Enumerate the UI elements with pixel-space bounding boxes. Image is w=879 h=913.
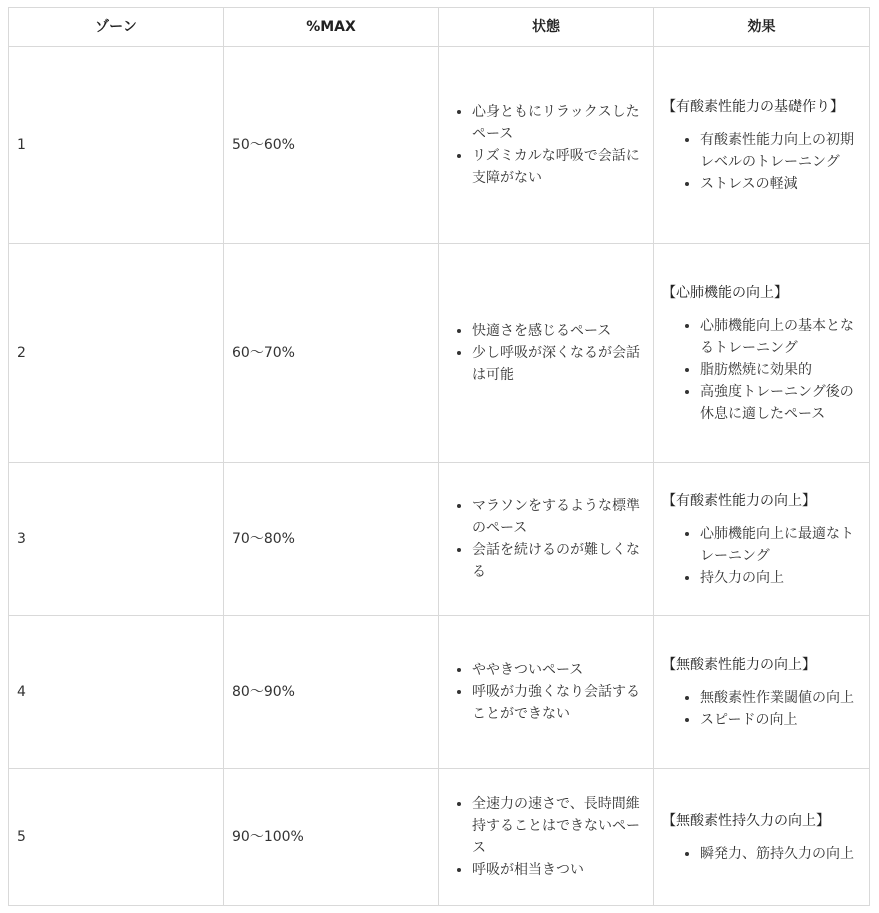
- effect-cell: [654, 244, 870, 463]
- header-percent-max: %MAX: [224, 8, 439, 47]
- effect-cell: [654, 769, 870, 906]
- percent-max-cell: 60〜70%: [224, 244, 439, 463]
- effect-list: [662, 523, 861, 589]
- state-item: • 全速力の速さで、長時間維持することはできないペース: [472, 793, 641, 859]
- zone-cell: 5: [9, 769, 224, 906]
- header-zone: ゾーン: [9, 8, 224, 47]
- effect-item: • 有酸素性能力向上の初期レベルのトレーニング: [700, 129, 855, 173]
- effect-cell: [654, 616, 870, 769]
- effect-title: 【無酸素性能力の向上】: [662, 656, 816, 673]
- state-item: • 呼吸が相当きつい: [472, 859, 641, 881]
- effect-title: 【心肺機能の向上】: [662, 284, 788, 301]
- state-item: • 少し呼吸が深くなるが会話は可能: [472, 342, 641, 386]
- effect-list: [662, 843, 861, 865]
- header-state: 状態: [439, 8, 654, 47]
- table-row: [9, 616, 870, 769]
- state-item: • 心身ともにリラックスしたペース: [472, 101, 641, 145]
- state-cell: [439, 244, 654, 463]
- table-row: [9, 463, 870, 616]
- table-row: [9, 47, 870, 244]
- table-row: [9, 769, 870, 906]
- effect-cell: [654, 47, 870, 244]
- effect-title: 【無酸素性持久力の向上】: [662, 812, 830, 829]
- effect-item: • 持久力の向上: [700, 567, 855, 589]
- state-list: [447, 793, 645, 881]
- effect-item: • スピードの向上: [700, 709, 855, 731]
- table-header-row: [9, 8, 870, 47]
- state-item: • 会話を続けるのが難しくなる: [472, 539, 641, 583]
- state-item: • マラソンをするような標準のペース: [472, 495, 641, 539]
- state-item: • リズミカルな呼吸で会話に支障がない: [472, 145, 641, 189]
- state-item: • 快適さを感じるペース: [472, 320, 641, 342]
- percent-max-cell: 80〜90%: [224, 616, 439, 769]
- state-cell: [439, 616, 654, 769]
- state-cell: [439, 463, 654, 616]
- effect-title: 【有酸素性能力の基礎作り】: [662, 98, 844, 115]
- effect-list: [662, 315, 861, 425]
- state-item: • 呼吸が力強くなり会話することができない: [472, 681, 641, 725]
- state-list: [447, 495, 645, 583]
- percent-max-cell: 90〜100%: [224, 769, 439, 906]
- effect-item: • ストレスの軽減: [700, 173, 855, 195]
- zone-cell: 2: [9, 244, 224, 463]
- effect-item: • 心肺機能向上の基本となるトレーニング: [700, 315, 855, 359]
- header-effect: 効果: [654, 8, 870, 47]
- effect-list: [662, 687, 861, 731]
- state-cell: [439, 47, 654, 244]
- table-row: [9, 244, 870, 463]
- effect-title: 【有酸素性能力の向上】: [662, 492, 816, 509]
- percent-max-cell: 50〜60%: [224, 47, 439, 244]
- effect-list: [662, 129, 861, 195]
- state-item: • ややきついペース: [472, 659, 641, 681]
- heart-rate-zone-table: [8, 7, 870, 906]
- effect-item: • 心肺機能向上に最適なトレーニング: [700, 523, 855, 567]
- zone-cell: 4: [9, 616, 224, 769]
- state-list: [447, 101, 645, 189]
- percent-max-cell: 70〜80%: [224, 463, 439, 616]
- state-cell: [439, 769, 654, 906]
- effect-cell: [654, 463, 870, 616]
- effect-item: • 瞬発力、筋持久力の向上: [700, 843, 855, 865]
- state-list: [447, 659, 645, 725]
- effect-item: • 無酸素性作業閾値の向上: [700, 687, 855, 709]
- effect-item: • 高強度トレーニング後の休息に適したペース: [700, 381, 855, 425]
- effect-item: • 脂肪燃焼に効果的: [700, 359, 855, 381]
- zone-cell: 1: [9, 47, 224, 244]
- state-list: [447, 320, 645, 386]
- zone-cell: 3: [9, 463, 224, 616]
